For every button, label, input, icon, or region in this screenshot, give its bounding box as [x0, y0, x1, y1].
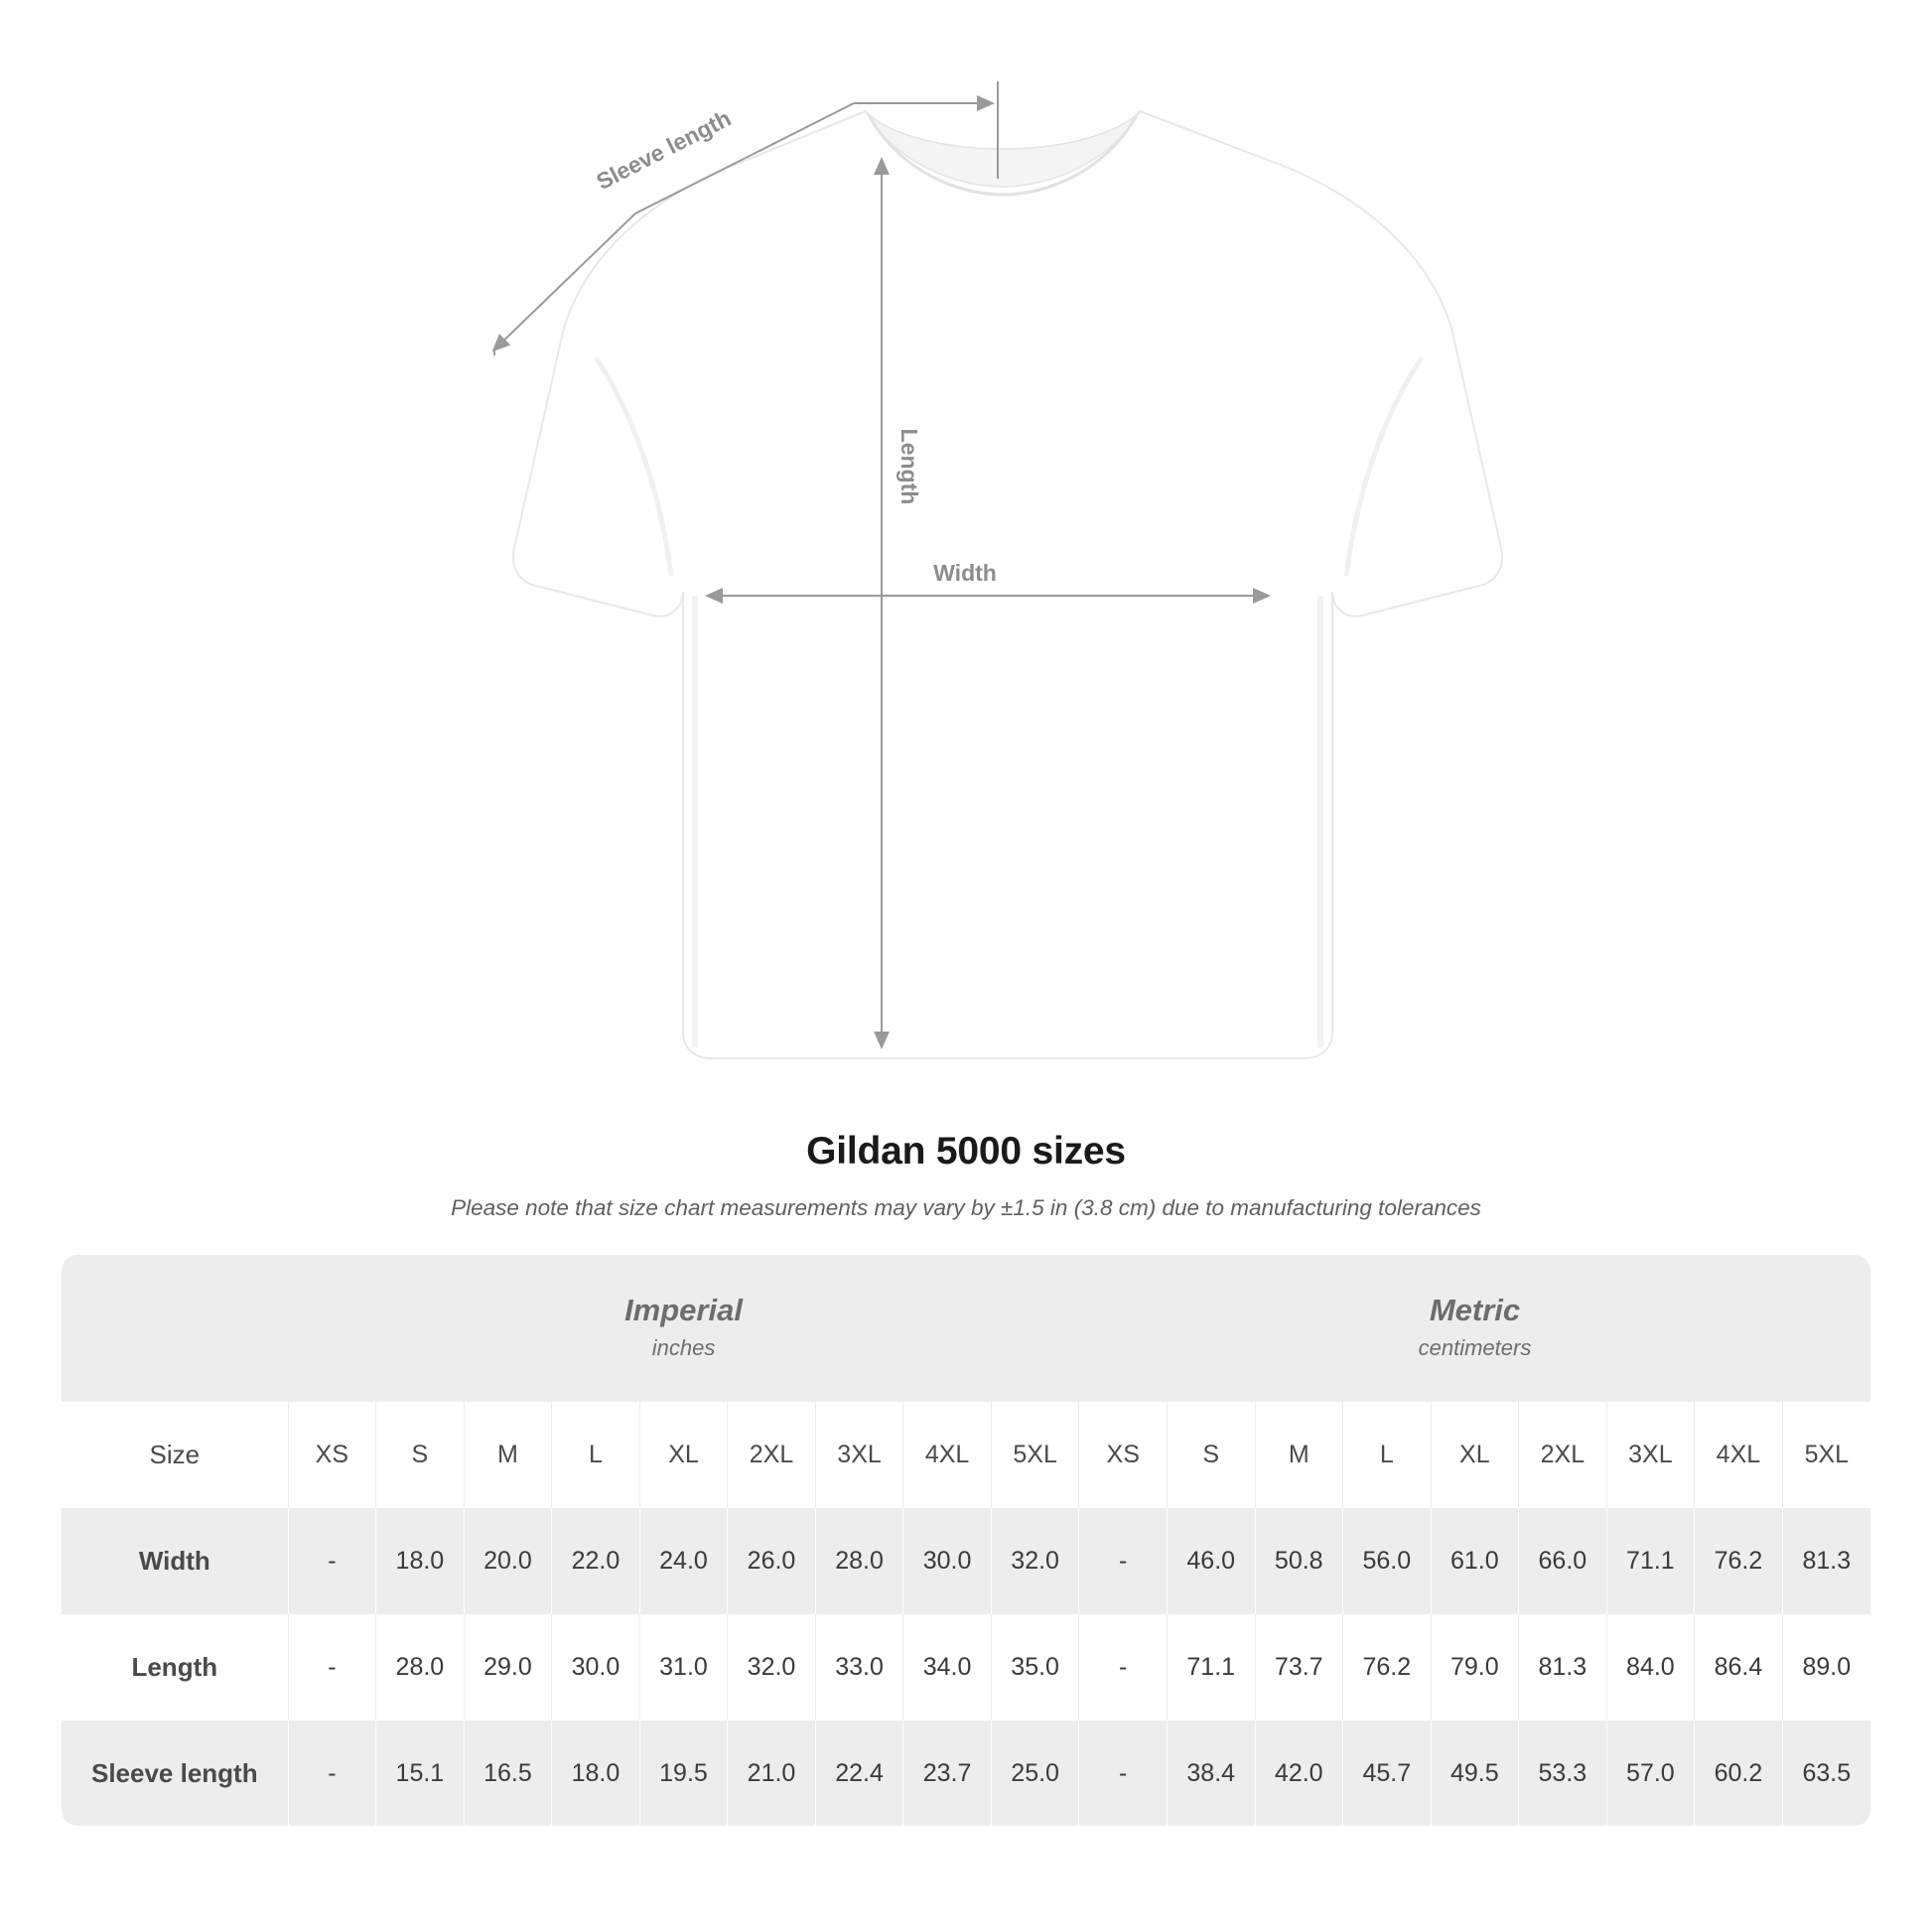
column-header-xl-metric: XL — [1431, 1402, 1519, 1508]
length-label: Length — [897, 428, 922, 505]
cell-width-0: - — [288, 1508, 376, 1614]
column-header-l-metric: L — [1343, 1402, 1432, 1508]
cell-sleeve-1: 15.1 — [376, 1721, 465, 1827]
cell-length-13: 79.0 — [1431, 1614, 1519, 1721]
column-header-5xl-imperial: 5XL — [991, 1402, 1079, 1508]
cell-length-11: 73.7 — [1255, 1614, 1343, 1721]
cell-width-2: 20.0 — [464, 1508, 552, 1614]
row-header-label: Size — [62, 1402, 288, 1508]
cell-width-17: 81.3 — [1782, 1508, 1870, 1614]
unit-header-row — [62, 1255, 1870, 1402]
tolerance-note: Please note that size chart measurements may vary by ±1.5 in (3.8 cm) due to manufacturing tolerances — [451, 1195, 1481, 1220]
cell-sleeve-9: - — [1079, 1721, 1168, 1827]
size-header-row — [62, 1402, 1870, 1508]
unit-group-metric — [1079, 1255, 1870, 1402]
cell-length-6: 33.0 — [815, 1614, 903, 1721]
column-header-2xl-imperial: 2XL — [728, 1402, 816, 1508]
column-header-s-metric: S — [1167, 1402, 1255, 1508]
column-header-xs-imperial: XS — [288, 1402, 376, 1508]
cell-length-9: - — [1079, 1614, 1168, 1721]
row-label-sleeve-length: Sleeve length — [62, 1721, 288, 1827]
cell-sleeve-17: 63.5 — [1782, 1721, 1870, 1827]
row-label-length: Length — [62, 1614, 288, 1721]
cell-sleeve-4: 19.5 — [639, 1721, 728, 1827]
cell-length-15: 84.0 — [1606, 1614, 1695, 1721]
cell-length-4: 31.0 — [639, 1614, 728, 1721]
unit-group-metric-name: Metric — [1429, 1293, 1521, 1328]
column-header-xl-imperial: XL — [639, 1402, 728, 1508]
cell-sleeve-12: 45.7 — [1343, 1721, 1432, 1827]
cell-width-16: 76.2 — [1695, 1508, 1783, 1614]
cell-width-13: 61.0 — [1431, 1508, 1519, 1614]
column-header-s-imperial: S — [376, 1402, 465, 1508]
cell-length-5: 32.0 — [728, 1614, 816, 1721]
cell-length-16: 86.4 — [1695, 1614, 1783, 1721]
column-header-m-metric: M — [1255, 1402, 1343, 1508]
cell-length-17: 89.0 — [1782, 1614, 1870, 1721]
cell-width-1: 18.0 — [376, 1508, 465, 1614]
cell-length-12: 76.2 — [1343, 1614, 1432, 1721]
tshirt-shape — [513, 111, 1502, 1058]
cell-sleeve-7: 23.7 — [903, 1721, 992, 1827]
unit-group-imperial — [288, 1255, 1079, 1402]
cell-width-10: 46.0 — [1167, 1508, 1255, 1614]
width-label: Width — [933, 560, 997, 586]
cell-width-7: 30.0 — [903, 1508, 992, 1614]
cell-length-10: 71.1 — [1167, 1614, 1255, 1721]
cell-width-5: 26.0 — [728, 1508, 816, 1614]
cell-sleeve-6: 22.4 — [815, 1721, 903, 1827]
cell-length-2: 29.0 — [464, 1614, 552, 1721]
cell-length-1: 28.0 — [376, 1614, 465, 1721]
column-header-m-imperial: M — [464, 1402, 552, 1508]
column-header-l-imperial: L — [552, 1402, 640, 1508]
cell-width-9: - — [1079, 1508, 1168, 1614]
cell-width-4: 24.0 — [639, 1508, 728, 1614]
cell-sleeve-11: 42.0 — [1255, 1721, 1343, 1827]
cell-width-11: 50.8 — [1255, 1508, 1343, 1614]
cell-sleeve-8: 25.0 — [991, 1721, 1079, 1827]
column-header-3xl-imperial: 3XL — [815, 1402, 903, 1508]
cell-width-8: 32.0 — [991, 1508, 1079, 1614]
cell-width-6: 28.0 — [815, 1508, 903, 1614]
cell-width-12: 56.0 — [1343, 1508, 1432, 1614]
table-row — [62, 1721, 1870, 1827]
cell-length-7: 34.0 — [903, 1614, 992, 1721]
page-title: Gildan 5000 sizes — [806, 1130, 1126, 1173]
cell-length-8: 35.0 — [991, 1614, 1079, 1721]
column-header-4xl-imperial: 4XL — [903, 1402, 992, 1508]
title-block — [0, 1130, 1932, 1221]
cell-sleeve-16: 60.2 — [1695, 1721, 1783, 1827]
cell-sleeve-3: 18.0 — [552, 1721, 640, 1827]
column-header-5xl-metric: 5XL — [1782, 1402, 1870, 1508]
cell-sleeve-10: 38.4 — [1167, 1721, 1255, 1827]
column-header-2xl-metric: 2XL — [1519, 1402, 1607, 1508]
cell-sleeve-5: 21.0 — [728, 1721, 816, 1827]
unit-spacer — [62, 1255, 288, 1402]
column-header-xs-metric: XS — [1079, 1402, 1168, 1508]
cell-sleeve-15: 57.0 — [1606, 1721, 1695, 1827]
table-row — [62, 1508, 1870, 1614]
unit-group-metric-sub: centimeters — [1418, 1334, 1532, 1360]
cell-sleeve-0: - — [288, 1721, 376, 1827]
cell-length-14: 81.3 — [1519, 1614, 1607, 1721]
cell-width-14: 66.0 — [1519, 1508, 1607, 1614]
cell-sleeve-13: 49.5 — [1431, 1721, 1519, 1827]
cell-sleeve-2: 16.5 — [464, 1721, 552, 1827]
column-header-3xl-metric: 3XL — [1606, 1402, 1695, 1508]
row-label-width: Width — [62, 1508, 288, 1614]
unit-group-imperial-name: Imperial — [624, 1293, 743, 1328]
column-header-4xl-metric: 4XL — [1695, 1402, 1783, 1508]
size-table-container — [62, 1255, 1870, 1826]
cell-width-3: 22.0 — [552, 1508, 640, 1614]
unit-group-imperial-sub: inches — [651, 1334, 716, 1360]
cell-length-3: 30.0 — [552, 1614, 640, 1721]
cell-width-15: 71.1 — [1606, 1508, 1695, 1614]
size-table — [62, 1255, 1870, 1826]
sleeve-length-label: Sleeve length — [592, 104, 736, 196]
table-row — [62, 1614, 1870, 1721]
cell-length-0: - — [288, 1614, 376, 1721]
cell-sleeve-14: 53.3 — [1519, 1721, 1607, 1827]
